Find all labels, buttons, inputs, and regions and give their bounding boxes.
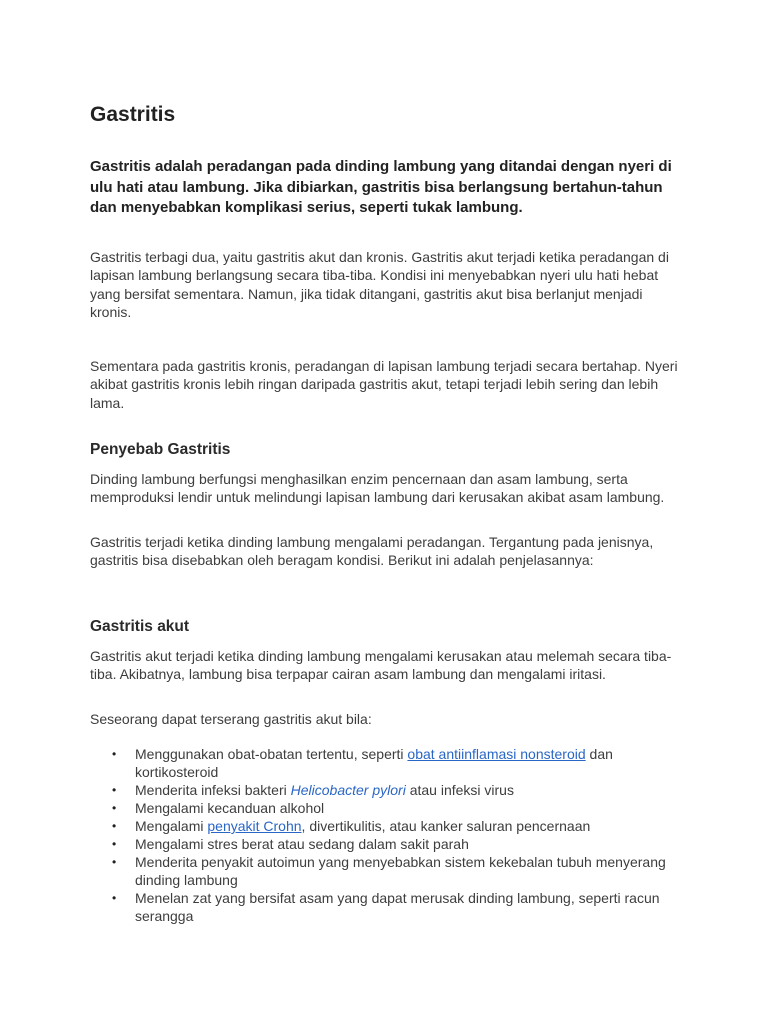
bullet-icon: •: [112, 891, 117, 905]
list-item: [90, 745, 670, 781]
list-item: [90, 835, 670, 853]
list-item-text: Menggunakan obat-obatan tertentu, seperti: [135, 746, 408, 762]
list-item: [90, 799, 670, 817]
acute-paragraph-2: Seseorang dapat terserang gastritis akut bila:: [90, 711, 372, 727]
list-item: [90, 817, 670, 835]
page-title: Gastritis: [90, 103, 176, 126]
list-item-text: Menderita penyakit autoimun yang menyebabkan sistem kekebalan tubuh menyerang dinding lambung: [135, 854, 666, 888]
list-item-text: Mengalami: [135, 818, 208, 834]
list-item-text: Mengalami stres berat atau sedang dalam sakit parah: [135, 836, 469, 852]
list-item-text: Menelan zat yang bersifat asam yang dapat merusak dinding lambung, seperti racun serangga: [135, 890, 660, 924]
list-item-text: , divertikulitis, atau kanker saluran pencernaan: [301, 818, 591, 834]
acute-paragraph-1: Gastritis akut terjadi ketika dinding lambung mengalami kerusakan atau melemah secara tiba-tiba. Akibatnya, lambung bisa terpapar cairan asam lambung dan mengalami iritasi.: [90, 648, 672, 683]
list-item-text: atau infeksi virus: [405, 782, 514, 798]
bullet-icon: •: [112, 801, 117, 815]
bullet-icon: •: [112, 837, 117, 851]
list-item-text: Menderita infeksi bakteri: [135, 782, 291, 798]
list-item-text: dan kortikosteroid: [135, 746, 613, 780]
lead-paragraph: Gastritis adalah peradangan pada dinding lambung yang ditandai dengan nyeri di ulu hati atau lambung. Jika dibiarkan, gastritis bisa berlangsung bertahun-tahun dan menyebabkan komplikasi serius, seperti tukak lambung.: [90, 158, 672, 216]
list-item: [90, 781, 670, 799]
nsaid-link[interactable]: obat antiinflamasi nonsteroid: [407, 746, 586, 762]
causes-paragraph-1: Dinding lambung berfungsi menghasilkan enzim pencernaan dan asam lambung, serta memproduksi lendir untuk melindungi lapisan lambung dari kerusakan akibat asam lambung.: [90, 471, 665, 506]
crohn-disease-link[interactable]: penyakit Crohn: [207, 818, 302, 834]
causes-paragraph-2: Gastritis terjadi ketika dinding lambung mengalami peradangan. Tergantung pada jenisnya, gastritis bisa disebabkan oleh beragam kondisi. Berikut ini adalah penjelasannya:: [90, 534, 654, 569]
helicobacter-pylori-link[interactable]: Helicobacter pylori: [290, 782, 406, 798]
intro-paragraph-1: Gastritis terbagi dua, yaitu gastritis akut dan kronis. Gastritis akut terjadi ketika peradangan di lapisan lambung berlangsung secara tiba-tiba. Kondisi ini menyebabkan nyeri ulu hati hebat yang bersifat sementara. Namun, jika tidak ditangani, gastritis akut bisa berlanjut menjadi kronis.: [90, 249, 669, 321]
bullet-icon: •: [112, 747, 117, 761]
list-item: [90, 853, 670, 889]
bullet-icon: •: [112, 783, 117, 797]
list-item-text: Mengalami kecanduan alkohol: [135, 800, 325, 816]
bullet-icon: •: [112, 855, 117, 869]
bullet-icon: •: [112, 819, 117, 833]
acute-heading: Gastritis akut: [90, 618, 190, 635]
acute-causes-list: [90, 745, 670, 925]
causes-heading: Penyebab Gastritis: [90, 441, 231, 458]
list-item: [90, 889, 670, 925]
intro-paragraph-2: Sementara pada gastritis kronis, peradangan di lapisan lambung terjadi secara bertahap. Nyeri akibat gastritis kronis lebih ringan daripada gastritis akut, tetapi terjadi lebih sering dan lebih lama.: [90, 358, 678, 411]
